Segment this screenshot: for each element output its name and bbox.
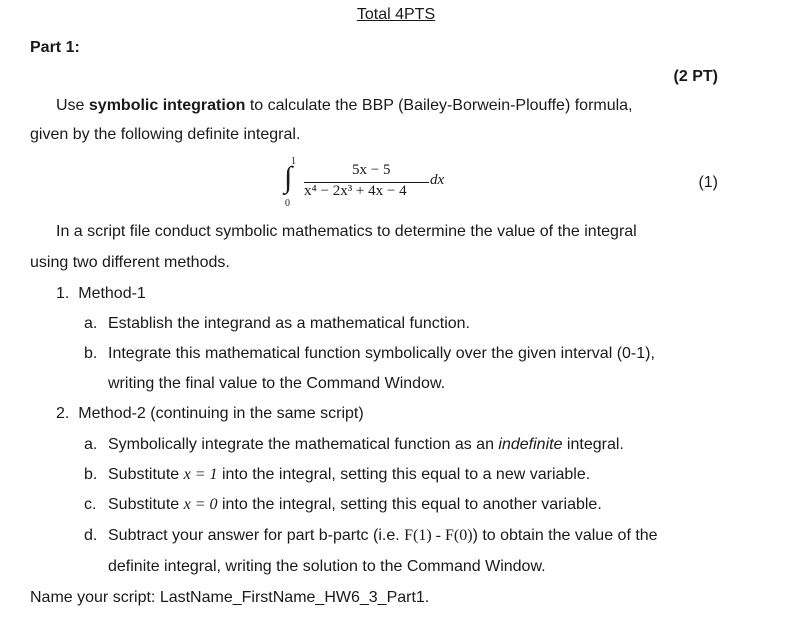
method-2-title: Method-2 (continuing in the same script) [78, 405, 364, 422]
method-2-c-pre: Substitute [108, 496, 184, 513]
intro-bold: symbolic integration [88, 97, 246, 114]
method-2-b-letter: b. [84, 466, 98, 483]
method-2-d-text [108, 527, 658, 545]
method-2-d-pre: Subtract your answer for part b-partc (i.e. [108, 527, 405, 544]
intro-post: to calculate the BBP (Bailey-Borwein-Plouffe) formula, [245, 97, 633, 114]
method-2-b-pre: Substitute [108, 466, 184, 483]
integral-sign: ∫ [284, 161, 293, 194]
integral-lower-limit: 0 [285, 198, 290, 209]
intro-line-2: given by the following definite integral. [30, 126, 301, 143]
integral-upper-limit: 1 [291, 156, 296, 167]
page-title: Total 4PTS [356, 6, 436, 23]
method-2-c-letter: c. [84, 496, 97, 513]
method-2-d-math: F(1) - F(0) [404, 527, 473, 544]
method-1-item [56, 285, 146, 303]
integrand-denominator: x⁴ − 2x³ + 4x − 4 [304, 183, 407, 199]
method-1-b-cont: writing the final value to the Command Window. [108, 375, 446, 392]
method-1-a-text: Establish the integrand as a mathematical function. [108, 315, 470, 332]
method-2-item [56, 405, 364, 423]
equation-number: (1) [698, 174, 718, 191]
method-2-a-post: integral. [562, 436, 624, 453]
intro-pre: Use [56, 97, 89, 114]
method-2-c-post: into the integral, setting this equal to another variable. [217, 496, 602, 513]
differential: dx [430, 172, 445, 188]
integrand-numerator: 5x − 5 [352, 162, 391, 178]
task-line-1: In a script file conduct symbolic mathematics to determine the value of the integral [56, 223, 637, 240]
method-1-number: 1. [56, 285, 70, 302]
task-line-2: using two different methods. [30, 254, 230, 271]
method-1-title: Method-1 [78, 285, 146, 302]
method-2-d-cont: definite integral, writing the solution to the Command Window. [108, 558, 546, 575]
method-2-b-post: into the integral, setting this equal to a new variable. [217, 466, 591, 483]
method-2-number: 2. [56, 405, 70, 422]
method-1-b-letter: b. [84, 345, 98, 362]
method-2-a-ital: indefinite [498, 436, 563, 453]
method-2-b-text [108, 466, 590, 484]
method-2-d-letter: d. [84, 527, 98, 544]
points-label: (2 PT) [673, 68, 718, 85]
integral-equation [284, 156, 464, 210]
method-2-d-post: ) to obtain the value of the [472, 527, 658, 544]
method-2-a-text [108, 436, 624, 454]
method-2-c-math: x = 0 [183, 496, 218, 513]
method-2-c-text [108, 496, 602, 514]
intro-line-1 [56, 97, 633, 115]
footer-script-name: Name your script: LastName_FirstName_HW6_3_Part1. [30, 589, 430, 606]
part-label: Part 1: [30, 39, 80, 56]
method-2-a-pre: Symbolically integrate the mathematical function as an [108, 436, 499, 453]
method-1-a-letter: a. [84, 315, 98, 332]
method-2-a-letter: a. [84, 436, 98, 453]
method-2-b-math: x = 1 [183, 466, 218, 483]
method-1-b-text: Integrate this mathematical function symbolically over the given interval (0-1), [108, 345, 655, 362]
